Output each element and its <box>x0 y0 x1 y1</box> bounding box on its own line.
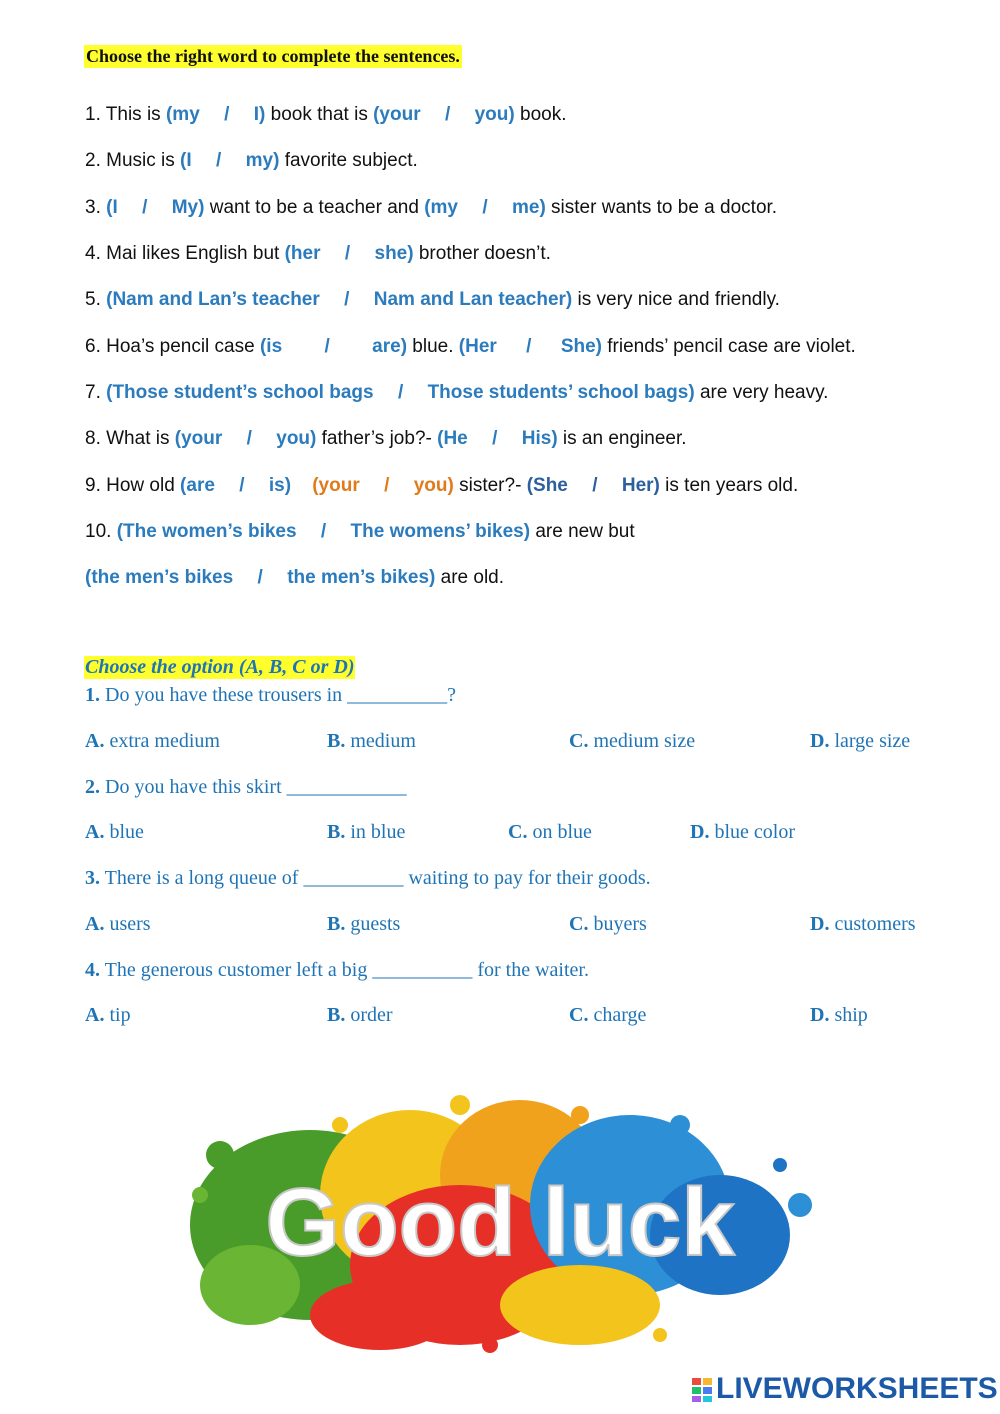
question-text: There is a long queue of __________ waiting to pay for their goods. <box>100 867 651 889</box>
choice[interactable]: (my <box>424 197 458 218</box>
option-letter: B. <box>327 821 346 843</box>
sentence-2 <box>85 150 418 172</box>
sentence-1-prefix: 1. This is <box>85 104 166 125</box>
good-luck-text: Good luck <box>265 1169 735 1276</box>
text: sister?- <box>453 475 527 496</box>
separator: / <box>142 197 148 218</box>
good-luck-illustration <box>160 1085 840 1355</box>
sentence-5-prefix: 5. <box>85 289 107 310</box>
text: book that is <box>265 104 374 125</box>
option-letter: C. <box>569 1004 589 1026</box>
option-letter: A. <box>85 913 105 935</box>
separator: / <box>216 150 222 171</box>
option[interactable] <box>327 730 416 753</box>
separator: / <box>344 289 350 310</box>
option-text: blue color <box>714 821 795 843</box>
separator: / <box>224 104 230 125</box>
option[interactable] <box>85 913 151 936</box>
choice[interactable]: Those students’ school bags) <box>427 382 695 403</box>
question-number: 4. <box>85 959 100 981</box>
sentence-4-prefix: 4. Mai likes English but <box>85 243 285 264</box>
option-letter: C. <box>569 730 589 752</box>
option-letter: A. <box>85 821 105 843</box>
choice[interactable]: my) <box>245 150 280 171</box>
option-letter: A. <box>85 730 105 752</box>
choice[interactable]: (I <box>180 150 192 171</box>
choice[interactable]: (is <box>259 336 283 357</box>
question-3 <box>85 867 651 890</box>
option-letter: C. <box>508 821 528 843</box>
text: father’s job?- <box>316 428 438 449</box>
option-text: guests <box>350 913 401 935</box>
option[interactable] <box>810 730 910 753</box>
option[interactable] <box>569 913 647 936</box>
option-text: large size <box>834 730 911 752</box>
choice[interactable]: Her) <box>621 475 660 496</box>
option-text: medium <box>350 730 416 752</box>
separator: / <box>344 243 351 264</box>
separator: / <box>320 521 327 542</box>
sentence-1 <box>85 104 566 126</box>
liveworksheets-brand: LIVEWORKSHEETS <box>716 1372 998 1405</box>
sentence-8-prefix: 8. What is <box>85 428 175 449</box>
sentence-2-prefix: 2. Music is <box>85 150 181 171</box>
text: is an engineer. <box>557 428 687 449</box>
choice[interactable]: (are <box>180 475 215 496</box>
option-text: order <box>350 1004 393 1026</box>
text: blue. <box>407 336 459 357</box>
option[interactable] <box>810 913 916 936</box>
sentence-10-prefix: 10. <box>85 521 117 542</box>
option-text: buyers <box>593 913 647 935</box>
option-text: tip <box>109 1004 131 1026</box>
choice[interactable]: you) <box>413 475 454 496</box>
option-text: on blue <box>532 821 592 843</box>
separator: / <box>397 382 404 403</box>
sentence-7-prefix: 7. <box>85 382 107 403</box>
sentence-10 <box>85 521 635 543</box>
separator: / <box>384 475 390 496</box>
option-text: users <box>109 913 151 935</box>
choice[interactable]: (Nam and Lan’s teacher <box>106 289 320 310</box>
question-text: Do you have these trousers in __________? <box>100 684 457 706</box>
option[interactable] <box>85 1004 131 1027</box>
option[interactable] <box>569 730 695 753</box>
choice[interactable]: (He <box>437 428 468 449</box>
choice[interactable]: me) <box>511 197 546 218</box>
choice[interactable]: the men’s bikes) <box>287 567 436 588</box>
option[interactable] <box>810 1004 868 1027</box>
option[interactable] <box>327 913 400 936</box>
choice[interactable]: I) <box>253 104 266 125</box>
sentence-4 <box>85 243 551 265</box>
option[interactable] <box>85 730 220 753</box>
option-letter: D. <box>810 1004 830 1026</box>
option[interactable] <box>569 1004 646 1027</box>
separator: / <box>257 567 263 588</box>
text: are old. <box>435 567 505 588</box>
text: brother doesn’t. <box>413 243 551 264</box>
option-letter: D. <box>810 913 830 935</box>
option[interactable] <box>327 821 405 844</box>
option-letter: B. <box>327 913 346 935</box>
option-text: medium size <box>593 730 696 752</box>
separator: / <box>246 428 252 449</box>
choice[interactable]: (your <box>312 475 360 496</box>
option-text: extra medium <box>109 730 220 752</box>
question-number: 2. <box>85 776 100 798</box>
text: are new but <box>530 521 635 542</box>
liveworksheets-logo-icon <box>692 1378 712 1402</box>
choice[interactable]: (my <box>165 104 200 125</box>
section1-title: Choose the right word to complete the sentences. <box>86 46 460 66</box>
separator: / <box>482 197 488 218</box>
option[interactable] <box>690 821 795 844</box>
text: is ten years old. <box>659 475 799 496</box>
separator: / <box>592 475 598 496</box>
option-letter: D. <box>810 730 830 752</box>
separator: / <box>324 336 330 357</box>
choice[interactable]: She) <box>560 336 602 357</box>
choice[interactable]: His) <box>521 428 558 449</box>
sentence-7 <box>85 382 828 404</box>
section2-title: Choose the option (A, B, C or D) <box>85 656 355 678</box>
choice[interactable]: (your <box>174 428 223 449</box>
sentence-8 <box>85 428 687 450</box>
question-2 <box>85 776 407 799</box>
choice[interactable]: Nam and Lan teacher) <box>373 289 573 310</box>
choice[interactable]: The womens’ bikes) <box>350 521 531 542</box>
choice[interactable]: you) <box>276 428 317 449</box>
sentence-10-cont <box>85 567 504 589</box>
sentence-5 <box>85 289 780 311</box>
separator: / <box>492 428 498 449</box>
option[interactable] <box>85 821 144 844</box>
option-text: blue <box>109 821 144 843</box>
choice[interactable]: (her <box>284 243 321 264</box>
sentence-6 <box>85 336 856 358</box>
question-text: Do you have this skirt ____________ <box>100 776 407 798</box>
sentence-9-prefix: 9. How old <box>85 475 181 496</box>
separator: / <box>526 336 532 357</box>
choice[interactable]: you) <box>474 104 515 125</box>
text: are very heavy. <box>694 382 829 403</box>
option-letter: D. <box>690 821 710 843</box>
question-4 <box>85 959 589 982</box>
question-1 <box>85 684 456 707</box>
choice[interactable]: My) <box>171 197 205 218</box>
option-text: charge <box>593 1004 647 1026</box>
text: book. <box>514 104 567 125</box>
choice[interactable]: (Those student’s school bags <box>106 382 374 403</box>
text: is very nice and friendly. <box>572 289 780 310</box>
question-text: The generous customer left a big __________ for the waiter. <box>100 959 589 981</box>
choice[interactable]: (I <box>106 197 118 218</box>
question-number: 1. <box>85 684 100 706</box>
choice[interactable]: (the men’s bikes <box>85 567 234 588</box>
text: sister wants to be a doctor. <box>545 197 778 218</box>
option-text: in blue <box>350 821 406 843</box>
separator: / <box>444 104 451 125</box>
option-letter: A. <box>85 1004 105 1026</box>
sentence-9 <box>85 475 798 497</box>
option[interactable] <box>327 1004 393 1027</box>
choice[interactable]: are) <box>372 336 408 357</box>
option-letter: C. <box>569 913 589 935</box>
text: favorite subject. <box>279 150 418 171</box>
choice[interactable]: is) <box>268 475 292 496</box>
choice[interactable]: (your <box>373 104 421 125</box>
sentence-6-prefix: 6. Hoa’s pencil case <box>85 336 260 357</box>
choice[interactable]: (The women’s bikes <box>116 521 297 542</box>
question-number: 3. <box>85 867 100 889</box>
option-letter: B. <box>327 1004 346 1026</box>
option[interactable] <box>508 821 592 844</box>
text: friends’ pencil case are violet. <box>602 336 856 357</box>
option-text: ship <box>834 1004 868 1026</box>
text: want to be a teacher and <box>204 197 425 218</box>
option-text: customers <box>834 913 916 935</box>
sentence-3 <box>85 197 777 219</box>
separator: / <box>239 475 245 496</box>
choice[interactable]: (She <box>526 475 568 496</box>
choice[interactable]: (Her <box>458 336 497 357</box>
sentence-3-prefix: 3. <box>85 197 107 218</box>
option-letter: B. <box>327 730 346 752</box>
choice[interactable]: she) <box>374 243 414 264</box>
